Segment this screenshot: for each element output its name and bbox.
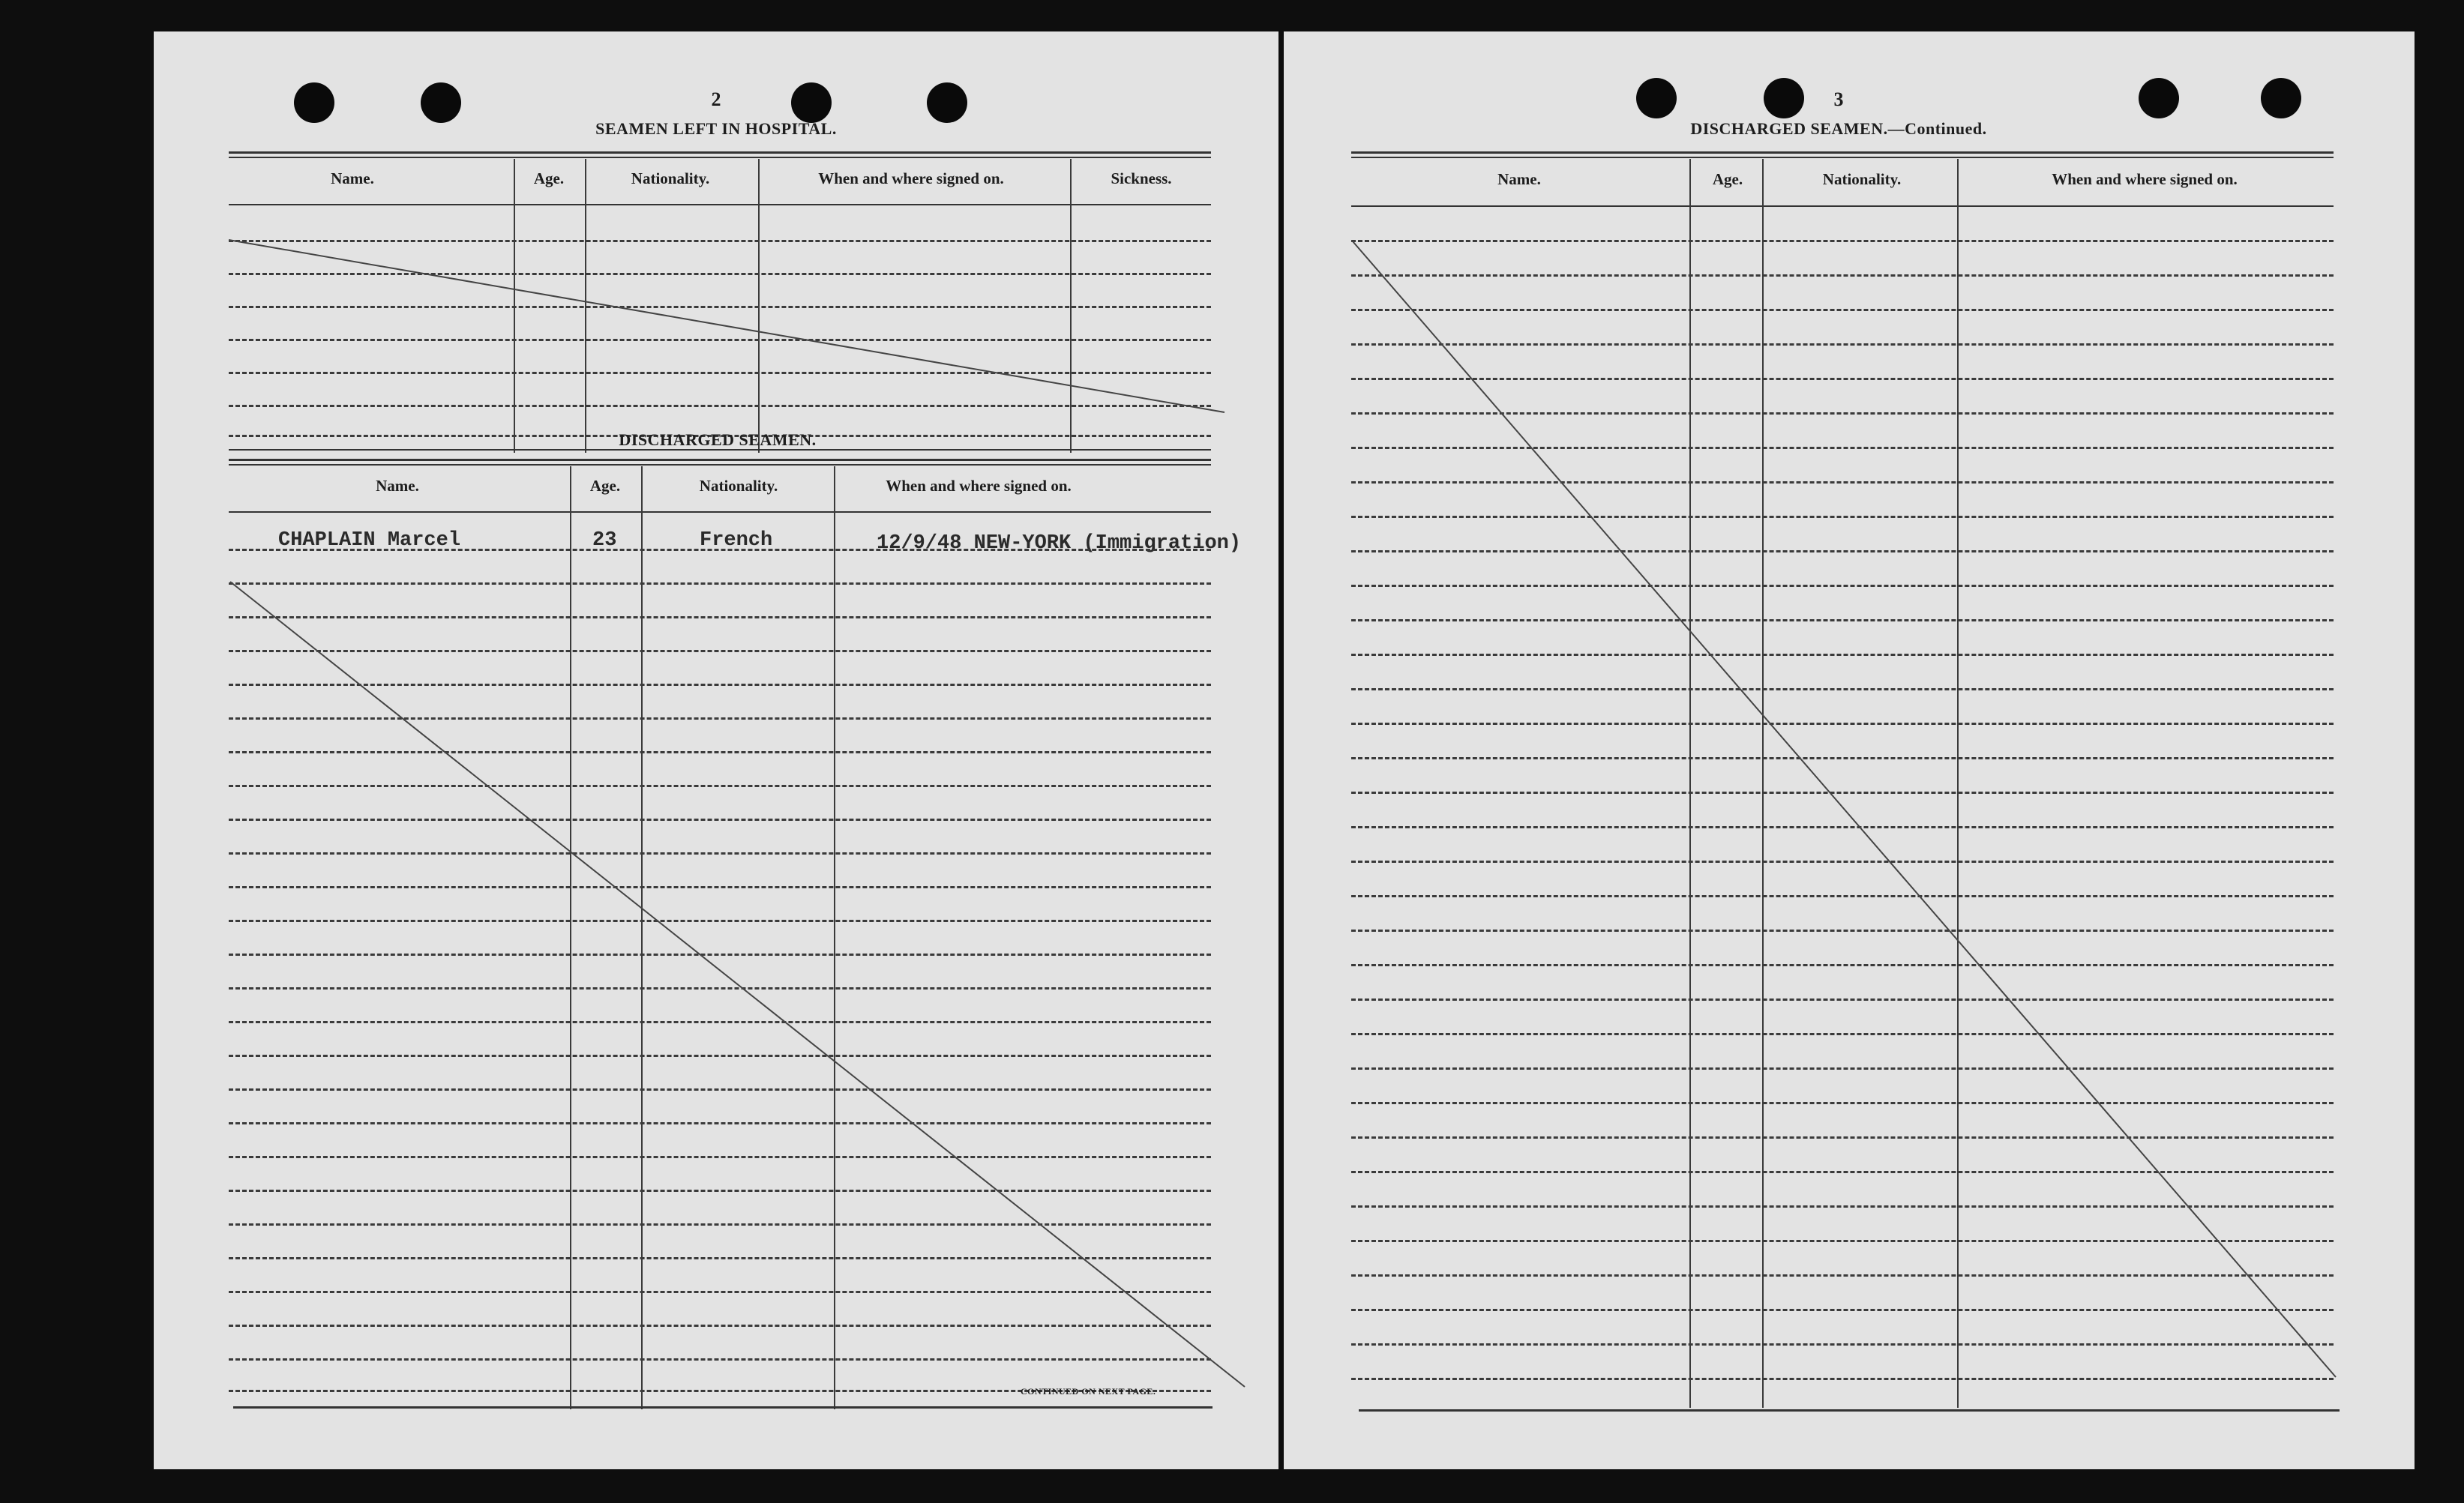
column-header-signed-on: When and where signed on. [818,169,1004,187]
left-page [154,31,1278,1469]
column-header-signed-on: When and where signed on. [886,477,1072,495]
column-header-age: Age. [1712,170,1743,188]
continued-note: CONTINUED ON NEXT PAGE. [1021,1386,1156,1397]
seaman-nationality: French [700,529,773,552]
column-header-age: Age. [589,477,621,495]
seaman-age: 23 [592,529,617,552]
discharged-section-title: DISCHARGED SEAMEN. [619,430,817,449]
cancel-stroke [1353,241,2336,1377]
hospital-section-title: SEAMEN LEFT IN HOSPITAL. [595,119,837,138]
page-number: 2 [711,88,721,110]
column-header-sickness: Sickness. [1111,169,1172,187]
column-header-nationality: Nationality. [699,477,778,495]
column-header-nationality: Nationality. [631,169,710,187]
cancel-stroke [229,240,1225,412]
column-header-name: Name. [1497,170,1541,188]
column-header-name: Name. [331,169,374,187]
discharged-continued-title: DISCHARGED SEAMEN.—Continued. [1690,119,1987,138]
column-header-name: Name. [376,477,419,495]
seaman-signed-on: 12/9/48 NEW-YORK (Immigration) [877,532,1242,555]
right-page [1284,31,2415,1469]
seaman-name: CHAPLAIN Marcel [278,529,461,552]
column-header-signed-on: When and where signed on. [2052,170,2238,188]
cancellation-strokes [1284,31,2415,1469]
column-header-age: Age. [533,169,565,187]
cancel-stroke [230,582,1245,1387]
cancellation-strokes [154,31,1278,1469]
page-number: 3 [1833,88,1844,110]
column-header-nationality: Nationality. [1822,170,1902,188]
